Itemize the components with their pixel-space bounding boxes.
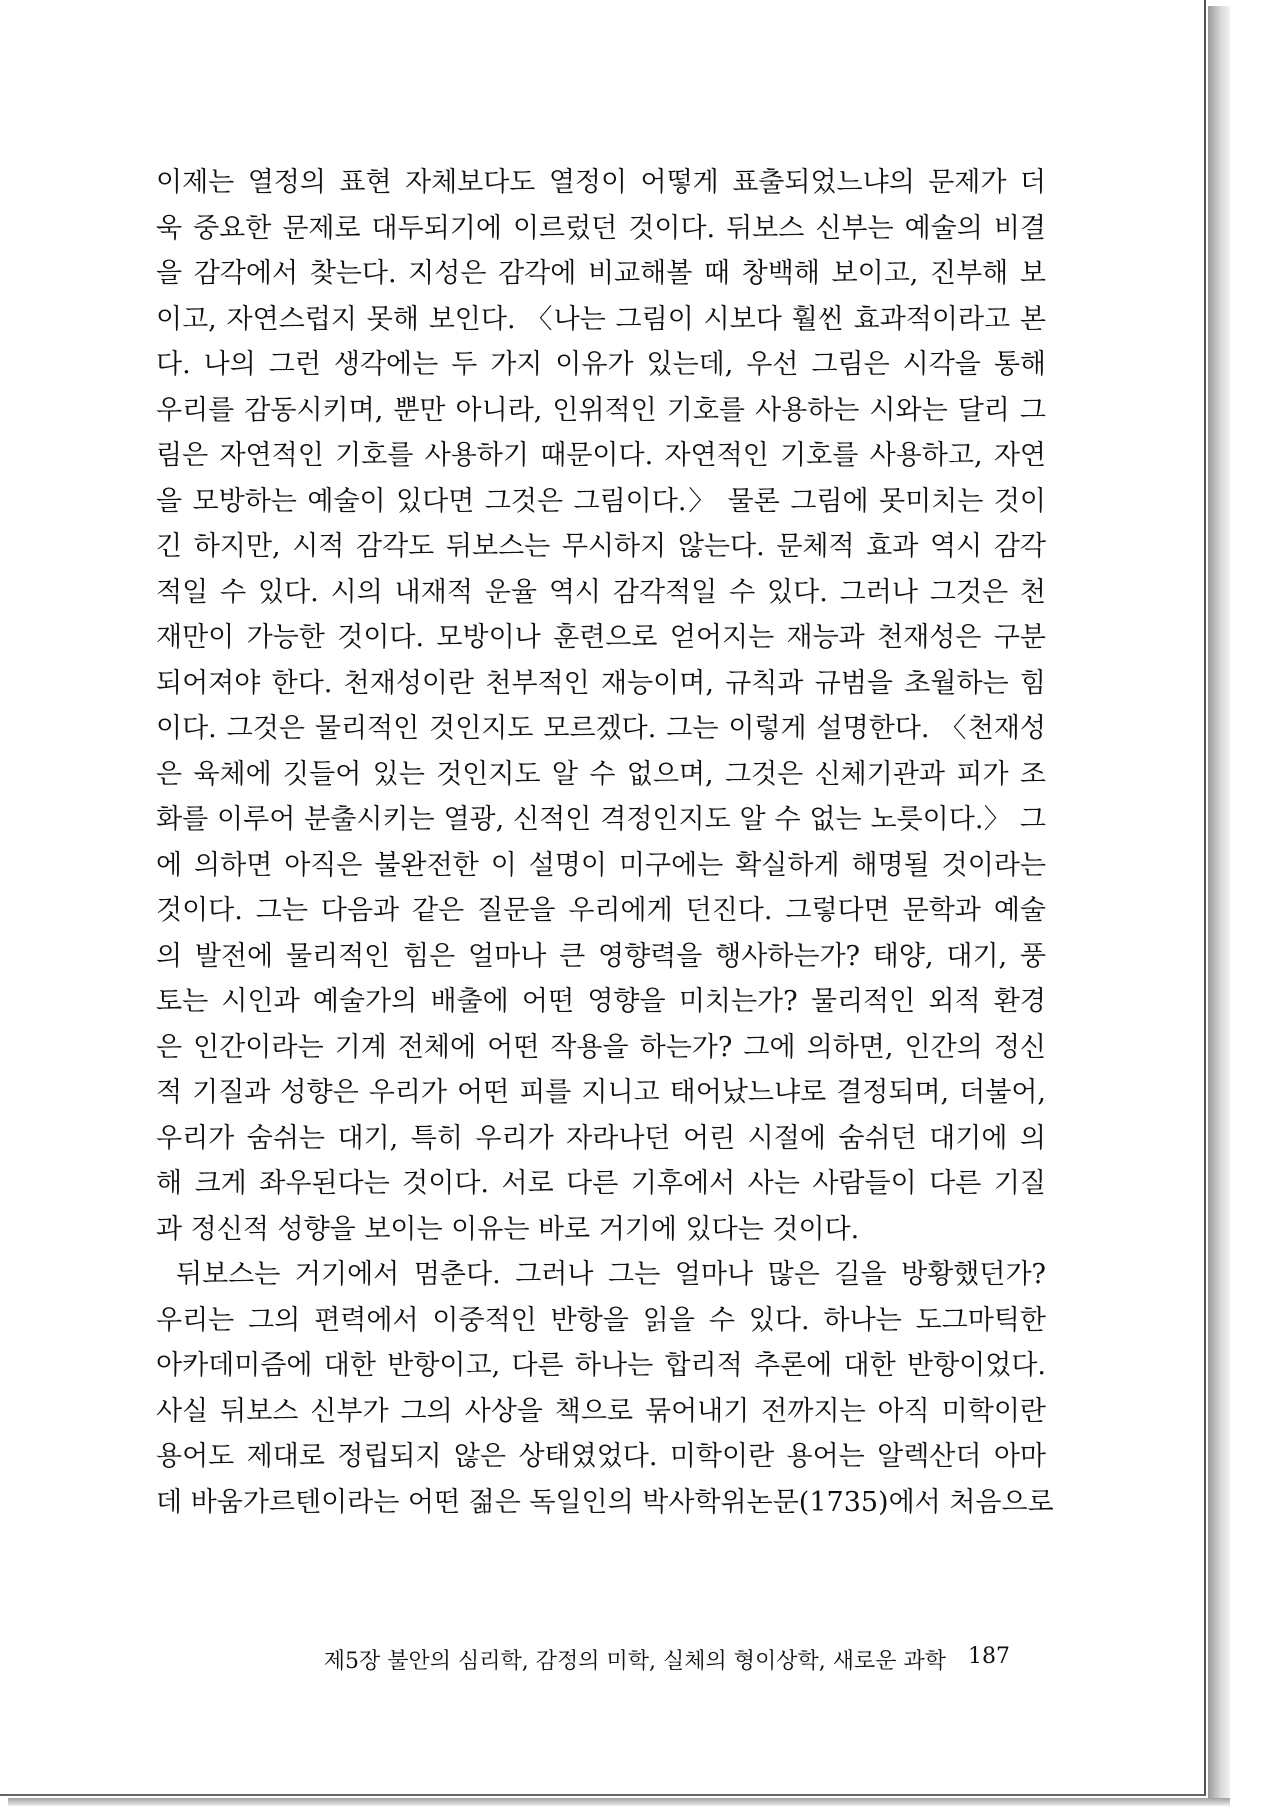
paragraph-1 [156,160,1046,1252]
text-line: 아카데미즘에 대한 반항이고, 다른 하나는 합리적 추론에 대한 반항이었다. [156,1350,1046,1381]
text-line: 화를 이루어 분출시키는 열광, 신적인 격정인지도 알 수 없는 노릇이다.〉 그 [156,804,1046,835]
text-line: 긴 하지만, 시적 감각도 뒤보스는 무시하지 않는다. 문체적 효과 역시 감각 [156,531,1046,562]
page-number: 187 [968,1644,1010,1669]
text-line: 적 기질과 성향은 우리가 어떤 피를 지니고 태어났느냐로 결정되며, 더불어, [156,1077,1046,1108]
paragraph-2 [156,1252,1054,1525]
text-line: 욱 중요한 문제로 대두되기에 이르렀던 것이다. 뒤보스 신부는 예술의 비결 [156,212,1046,244]
text-line: 해 크게 좌우된다는 것이다. 서로 다른 기후에서 사는 사람들이 다른 기질 [156,1168,1046,1199]
text-line: 에 의하면 아직은 불완전한 이 설명이 미구에는 확실하게 해명될 것이라는 [156,849,1046,881]
text-line: 림은 자연적인 기호를 사용하기 때문이다. 자연적인 기호를 사용하고, 자연 [156,440,1046,471]
text-line: 뒤보스는 거기에서 멈춘다. 그러나 그는 얼마나 많은 길을 방황했던가? [176,1259,1046,1290]
body-text [156,160,1054,1525]
text-line: 을 모방하는 예술이 있다면 그것은 그림이다.〉 물론 그림에 못미치는 것이 [156,485,1046,517]
text-line: 이다. 그것은 물리적인 것인지도 모르겠다. 그는 이렇게 설명한다. 〈천재성 [156,713,1046,744]
page-footer [323,1644,1010,1675]
text-line: 적일 수 있다. 시의 내재적 운율 역시 감각적일 수 있다. 그러나 그것은 천 [156,576,1046,608]
text-line: 다. 나의 그런 생각에는 두 가지 이유가 있는데, 우선 그림은 시각을 통해 [156,349,1046,380]
text-line: 이고, 자연스럽지 못해 보인다. 〈나는 그림이 시보다 훨씬 효과적이라고 본 [156,303,1046,335]
text-line: 용어도 제대로 정립되지 않은 상태였었다. 미학이란 용어는 알렉산더 아마 [156,1441,1046,1472]
text-line: 것이다. 그는 다음과 같은 질문을 우리에게 던진다. 그렇다면 문학과 예술 [156,895,1046,926]
text-line: 은 육체에 깃들어 있는 것인지도 알 수 없으며, 그것은 신체기관과 피가 조 [156,758,1046,790]
page-edge-shadow [1208,6,1230,1798]
text-line: 토는 시인과 예술가의 배출에 어떤 영향을 미치는가? 물리적인 외적 환경 [156,986,1046,1017]
text-line: 우리를 감동시키며, 뿐만 아니라, 인위적인 기호를 사용하는 시와는 달리 그 [156,394,1046,426]
text-line: 데 바움가르텐이라는 어떤 젊은 독일인의 박사학위논문(1735)에서 처음으로 [156,1486,1054,1518]
text-line: 우리는 그의 편력에서 이중적인 반항을 읽을 수 있다. 하나는 도그마틱한 [156,1304,1046,1336]
text-line: 우리가 숨쉬는 대기, 특히 우리가 자라나던 어린 시절에 숨쉬던 대기에 의 [156,1122,1046,1154]
text-line: 사실 뒤보스 신부가 그의 사상을 책으로 묶어내기 전까지는 아직 미학이란 [156,1395,1046,1427]
text-line: 은 인간이라는 기계 전체에 어떤 작용을 하는가? 그에 의하면, 인간의 정신 [156,1031,1046,1063]
page-bottom-shadow [8,1798,1230,1806]
text-line: 을 감각에서 찾는다. 지성은 감각에 비교해볼 때 창백해 보이고, 진부해 보 [156,258,1046,289]
text-line: 되어져야 한다. 천재성이란 천부적인 재능이며, 규칙과 규범을 초월하는 힘 [156,667,1046,699]
text-line: 재만이 가능한 것이다. 모방이나 훈련으로 얻어지는 재능과 천재성은 구분 [156,622,1046,653]
text-line: 이제는 열정의 표현 자체보다도 열정이 어떻게 표출되었느냐의 문제가 더 [156,167,1046,198]
text-line: 의 발전에 물리적인 힘은 얼마나 큰 영향력을 행사하는가? 태양, 대기, 풍 [156,940,1046,972]
running-head: 제5장 불안의 심리학, 감정의 미학, 실체의 형이상학, 새로운 과학 [323,1649,946,1674]
text-line: 과 정신적 성향을 보이는 이유는 바로 거기에 있다는 것이다. [156,1213,860,1245]
